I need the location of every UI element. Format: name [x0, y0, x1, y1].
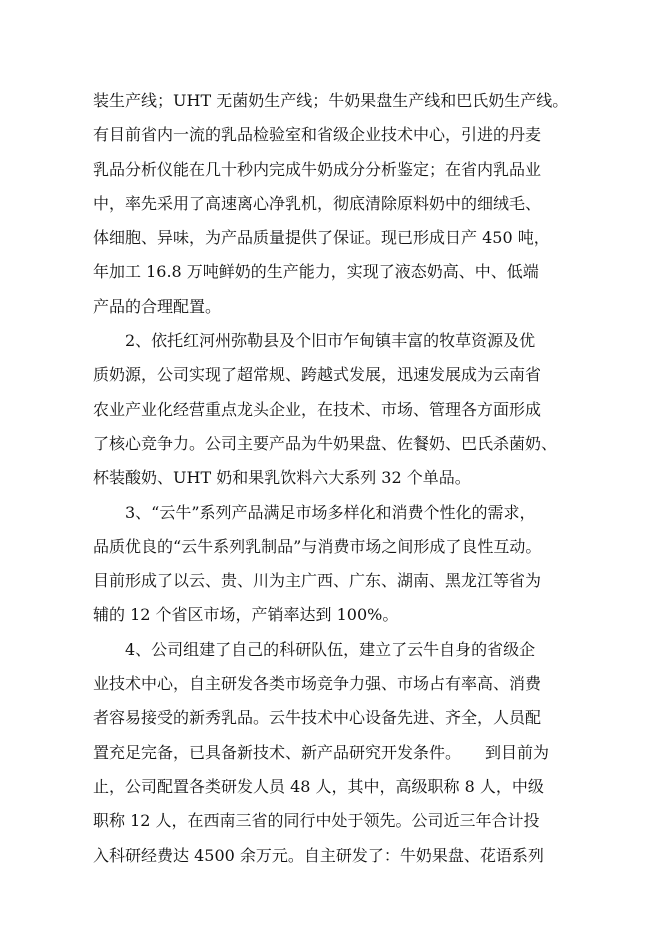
paragraph-4-start: 4、公司组建了自己的科研队伍，建立了云牛自身的省级企: [125, 639, 536, 659]
paragraph-3-start: 3、“云牛”系列产品满足市场多样化和消费个性化的需求，: [125, 502, 536, 522]
document-body: [93, 84, 598, 873]
text-line: 质奶源，公司实现了超常规、跨越式发展，迅速发展成为云南省: [93, 365, 542, 385]
text-line: 农业产业化经营重点龙头企业，在技术、市场、管理各方面形成: [93, 399, 542, 419]
text-line: 业技术中心，自主研发各类市场竞争力强、市场占有率高、消费: [93, 674, 542, 694]
text-line: 置充足完备，已具备新技术、新产品研究开发条件。 到目前为: [93, 742, 550, 762]
text-line: 者容易接受的新秀乳品。云牛技术中心设备先进、齐全，人员配: [93, 708, 542, 728]
text-line: 年加工 16.8 万吨鲜奶的生产能力，实现了液态奶高、中、低端: [93, 262, 539, 282]
text-line: 入科研经费达 4500 余万元。自主研发了：牛奶果盘、花语系列: [93, 845, 544, 865]
text-line: 品质优良的“云牛系列乳制品”与消费市场之间形成了良性互动。: [93, 536, 542, 556]
text-line: 辅的 12 个省区市场，产销率达到 100%。: [93, 605, 399, 625]
text-line: 中，率先采用了高速离心净乳机，彻底清除原料奶中的细绒毛、: [93, 193, 542, 213]
paragraph-2-start: 2、依托红河州弥勒县及个旧市乍甸镇丰富的牧草资源及优: [125, 331, 536, 351]
text-line: 止，公司配置各类研发人员 48 人，其中，高级职称 8 人，中级: [93, 776, 544, 796]
text-line: 杯装酸奶、UHT 奶和果乳饮料六大系列 32 个单品。: [93, 468, 471, 488]
text-line: 职称 12 人，在西南三省的同行中处于领先。公司近三年合计投: [93, 811, 540, 831]
text-line: 目前形成了以云、贵、川为主广西、广东、湖南、黑龙江等省为: [93, 571, 542, 591]
text-line: 了核心竞争力。公司主要产品为牛奶果盘、佐餐奶、巴氏杀菌奶、: [93, 433, 558, 453]
text-line: 体细胞、异味，为产品质量提供了保证。现已形成日产 450 吨，: [93, 228, 550, 248]
text-line: 有目前省内一流的乳品检验室和省级企业技术中心，引进的丹麦: [93, 125, 542, 145]
text-line: 装生产线；UHT 无菌奶生产线；牛奶果盘生产线和巴氏奶生产线。: [93, 91, 569, 110]
text-line: 乳品分析仪能在几十秒内完成牛奶成分分析鉴定；在省内乳品业: [93, 159, 542, 179]
text-line: 产品的合理配置。: [93, 296, 222, 316]
